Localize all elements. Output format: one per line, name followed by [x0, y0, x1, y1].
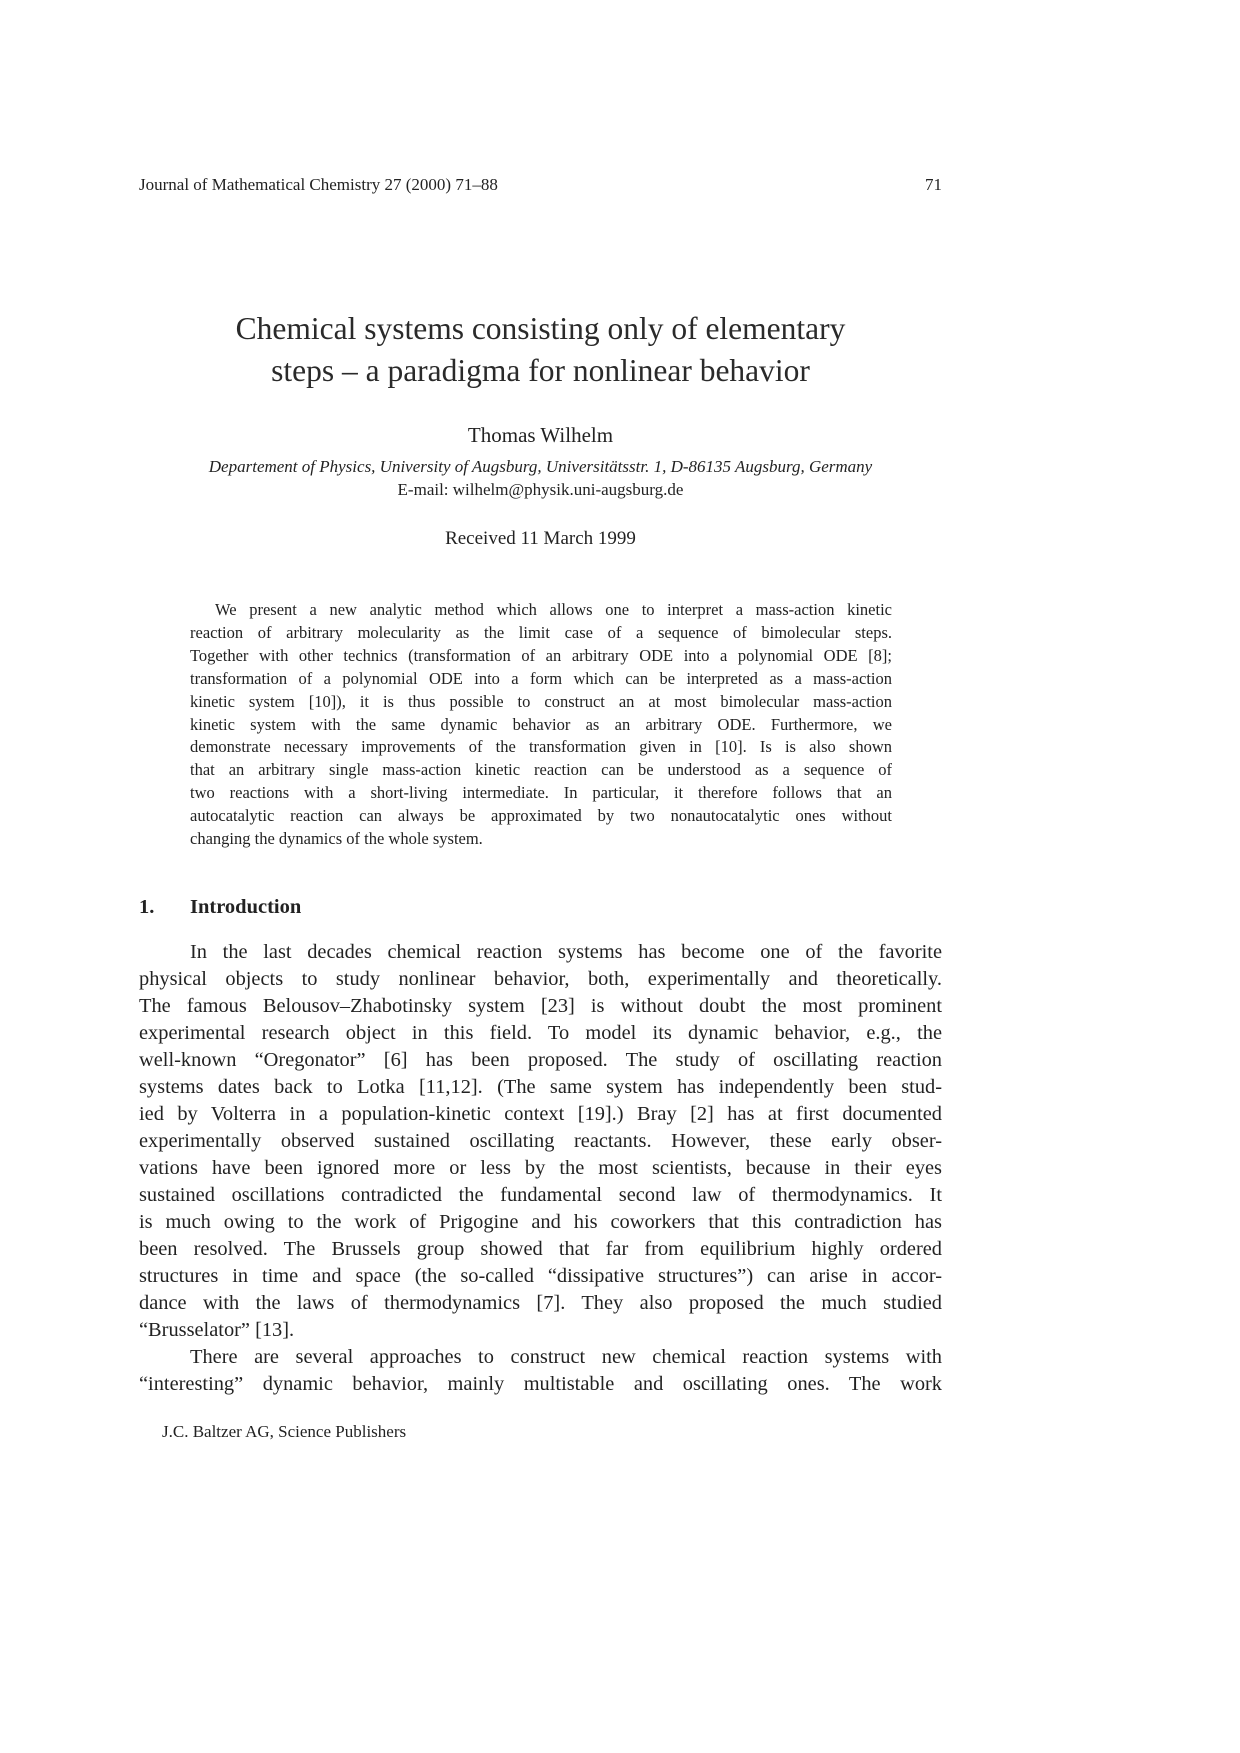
body-line: vations have been ignored more or less by the most scientists, because in their eyes	[139, 1157, 942, 1179]
abstract-line: kinetic system with the same dynamic behavior as an arbitrary ODE. Furthermore, we	[190, 714, 892, 734]
body-line: physical objects to study nonlinear behavior, both, experimentally and theoretically.	[139, 968, 942, 990]
section-heading	[139, 894, 301, 920]
abstract-line: Together with other technics (transformation of an arbitrary ODE into a polynomial ODE [8];	[190, 645, 892, 665]
abstract-line: two reactions with a short-living intermediate. In particular, it therefore follows that an	[190, 783, 892, 803]
abstract-line: autocatalytic reaction can always be approximated by two nonautocatalytic ones without	[190, 806, 892, 826]
publisher-footer: J.C. Baltzer AG, Science Publishers	[162, 1422, 407, 1441]
body-line: In the last decades chemical reaction systems has become one of the favorite	[190, 941, 942, 963]
abstract-line: kinetic system [10]), it is thus possible to construct an at most bimolecular mass-action	[190, 691, 892, 711]
abstract-line: transformation of a polynomial ODE into a form which can be interpreted as a mass-action	[190, 668, 892, 688]
page-number: 71	[925, 175, 942, 194]
body-line: experimental research object in this field. To model its dynamic behavior, e.g., the	[139, 1022, 942, 1044]
title-line-2: steps – a paradigma for nonlinear behavior	[271, 353, 810, 388]
body-line: is much owing to the work of Prigogine and his coworkers that this contradiction has	[139, 1211, 942, 1233]
body-line: been resolved. The Brussels group showed that far from equilibrium highly ordered	[139, 1238, 942, 1260]
author-email: E-mail: wilhelm@physik.uni-augsburg.de	[397, 480, 684, 499]
body-line: ied by Volterra in a population-kinetic context [19].) Bray [2] has at first documented	[139, 1103, 942, 1125]
received-date: Received 11 March 1999	[445, 528, 636, 549]
body-line: dance with the laws of thermodynamics [7]. They also proposed the much studied	[139, 1292, 942, 1314]
abstract-line: reaction of arbitrary molecularity as the limit case of a sequence of bimolecular steps.	[190, 622, 892, 642]
body-line: sustained oscillations contradicted the fundamental second law of thermodynamics. It	[139, 1184, 942, 1206]
title-line-1: Chemical systems consisting only of elementary	[235, 311, 846, 346]
body-line: “Brusselator” [13].	[139, 1319, 295, 1341]
body-line: experimentally observed sustained oscillating reactants. However, these early obser-	[139, 1130, 942, 1152]
abstract-line: demonstrate necessary improvements of the transformation given in [10]. Is is also shown	[190, 737, 892, 757]
body-line: The famous Belousov–Zhabotinsky system [23] is without doubt the most prominent	[139, 995, 942, 1017]
abstract	[190, 599, 892, 851]
body-line: structures in time and space (the so-called “dissipative structures”) can arise in accor-	[139, 1265, 942, 1287]
author-affiliation: Departement of Physics, University of Augsburg, Universitätsstr. 1, D-86135 Augsburg, Germany	[208, 457, 873, 476]
body-line: well-known “Oregonator” [6] has been proposed. The study of oscillating reaction	[139, 1049, 942, 1071]
section-title: Introduction	[190, 896, 302, 918]
body-text	[139, 939, 942, 1398]
author-name: Thomas Wilhelm	[467, 423, 614, 447]
paper-title	[139, 308, 942, 392]
journal-citation: Journal of Mathematical Chemistry 27 (2000) 71–88	[139, 175, 498, 194]
abstract-line: that an arbitrary single mass-action kinetic reaction can be understood as a sequence of	[190, 760, 892, 780]
body-line: systems dates back to Lotka [11,12]. (The same system has independently been stud-	[139, 1076, 942, 1098]
body-line: “interesting” dynamic behavior, mainly multistable and oscillating ones. The work	[139, 1373, 942, 1395]
abstract-line: changing the dynamics of the whole system.	[190, 829, 483, 849]
body-line: There are several approaches to construct new chemical reaction systems with	[190, 1346, 942, 1368]
abstract-line: We present a new analytic method which allows one to interpret a mass-action kinetic	[215, 600, 892, 619]
section-number: 1.	[139, 896, 155, 918]
